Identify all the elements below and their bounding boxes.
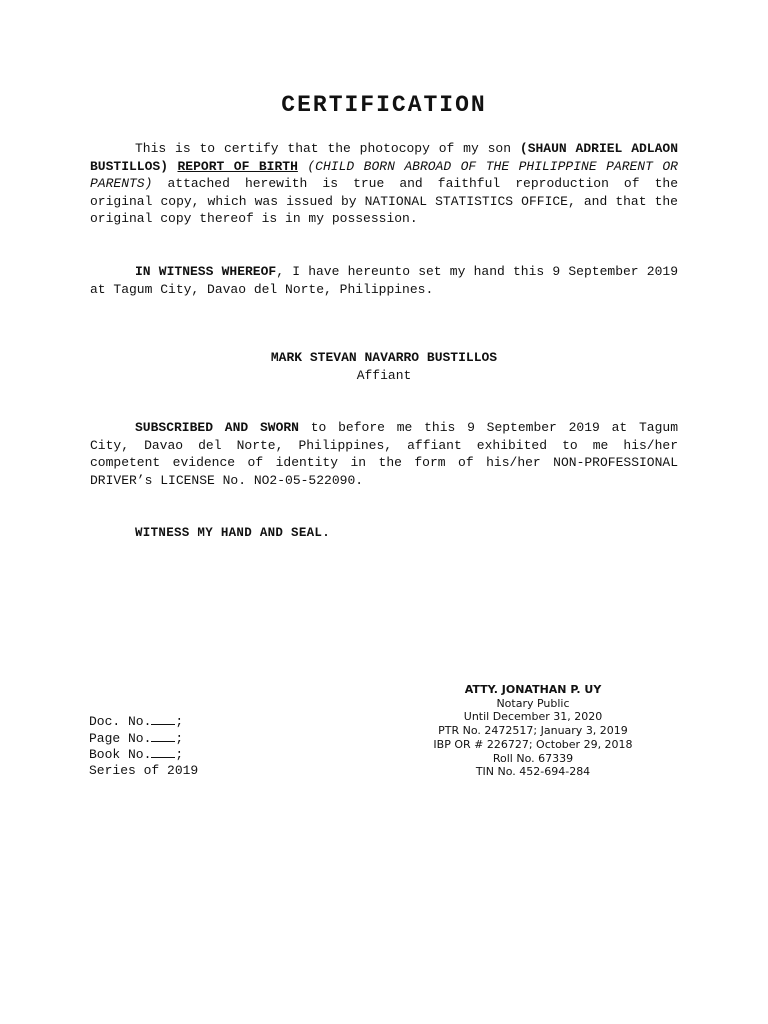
doc-no-suffix: ; [175, 714, 184, 729]
book-no-label: Book No. [89, 747, 152, 762]
witness-whereof-paragraph [90, 263, 678, 298]
notary-until: Until December 31, 2020 [463, 710, 603, 724]
space [168, 159, 177, 174]
witness-whereof-rest: , I have hereunto set my hand this 9 September 2019 at Tagum City, Davao del Norte, Philippines. [90, 264, 678, 297]
book-no-line [89, 746, 198, 763]
witness-whereof-lead: IN WITNESS WHEREOF [135, 264, 277, 279]
doc-no-label: Doc. No. [89, 714, 152, 729]
book-no-blank [151, 746, 175, 758]
witness-hand-seal: WITNESS MY HAND AND SEAL. [135, 526, 331, 540]
document-title: CERTIFICATION [281, 92, 487, 118]
notary-block [400, 683, 666, 779]
docket-block [89, 713, 198, 778]
affiant-role: Affiant [356, 368, 412, 383]
page-no-blank [151, 730, 175, 742]
certify-rest: attached herewith is true and faithful reproduction of the original copy, which was issued by NATIONAL STATISTICS OFFICE, and that the original copy thereof is in my possession. [90, 176, 678, 227]
affiant-name: MARK STEVAN NAVARRO BUSTILLOS [270, 350, 498, 365]
notary-tin: TIN No. 452-694-284 [475, 765, 591, 779]
subscribed-sworn-paragraph [90, 419, 678, 489]
subscribed-sworn-lead: SUBSCRIBED AND SWORN [135, 420, 299, 435]
notary-ptr: PTR No. 2472517; January 3, 2019 [438, 724, 628, 738]
certify-paragraph [90, 140, 678, 228]
doc-no-blank [151, 713, 175, 725]
report-of-birth: REPORT OF BIRTH [177, 158, 298, 174]
notary-title: Notary Public [496, 696, 570, 710]
subscribed-sworn-rest: to before me this 9 September 2019 at Tagum City, Davao del Norte, Philippines, affiant exhibited to me his/her competent evidence of identity in the form of his/her NON-PROFESSIONAL DRIVER’s LICENSE No. NO2-05-522090. [90, 420, 678, 488]
space [298, 159, 307, 174]
report-description: (CHILD BORN ABROAD OF THE PHILIPPINE PARENT OR PARENTS) [90, 158, 678, 192]
page-no-line [89, 730, 198, 747]
child-name: (SHAUN ADRIEL ADLAON BUSTILLOS) [90, 141, 678, 174]
affiant-block [90, 349, 678, 385]
series-line: Series of 2019 [89, 762, 199, 778]
book-no-suffix: ; [175, 747, 184, 762]
notary-ibp: IBP OR # 226727; October 29, 2018 [433, 737, 633, 751]
notary-roll: Roll No. 67339 [492, 751, 574, 765]
page-no-label: Page No. [89, 730, 152, 746]
doc-no-line [89, 713, 198, 730]
page-no-suffix: ; [175, 730, 184, 746]
certify-lead: This is to certify that the photocopy of my son [135, 141, 520, 156]
notary-name: ATTY. JONATHAN P. UY [464, 683, 602, 696]
